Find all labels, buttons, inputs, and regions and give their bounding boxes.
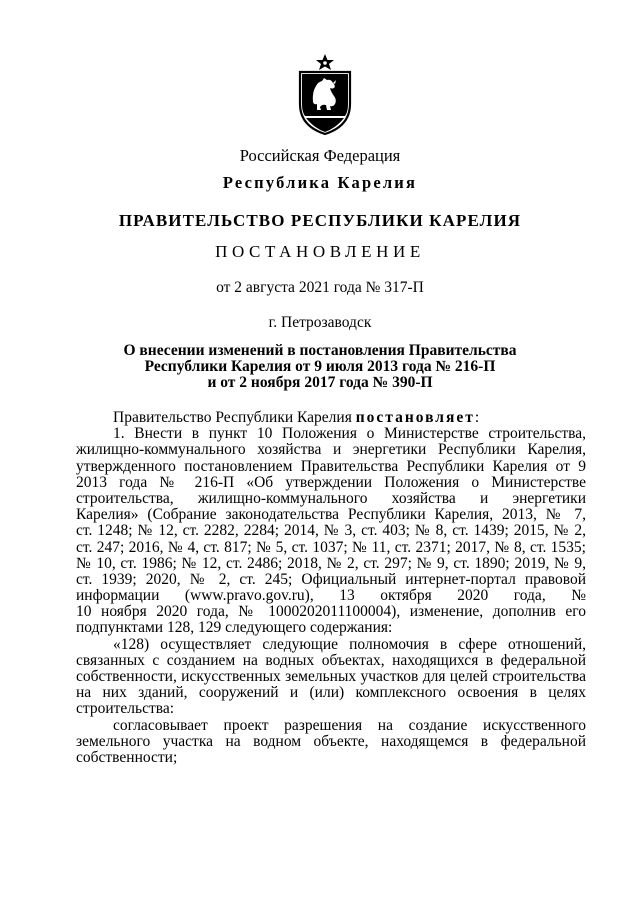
date-line: от 2 августа 2021 года № 317-П	[216, 279, 424, 296]
body-line: Карелия» (Собрание законодательства Республики Карелия, 2013, № 7,	[76, 507, 586, 524]
body-line: собственности;	[76, 748, 178, 766]
government-name: ПРАВИТЕЛЬСТВО РЕСПУБЛИКИ КАРЕЛИЯ	[118, 211, 522, 230]
title-line: и от 2 ноября 2017 года № 390-П	[207, 374, 433, 391]
intro-suffix: :	[474, 409, 480, 426]
document-title	[0, 343, 640, 391]
body-line: ст. 1939; 2020, № 2, ст. 245; Официальный интернет-портал правовой	[76, 571, 586, 588]
intro-line	[76, 410, 586, 426]
body-line: утвержденного постановлением Правительства Республики Карелия от 9	[76, 458, 586, 475]
body-line: ст. 1248; № 12, ст. 2282, 2284; 2014, № 3, ст. 403; № 8, ст. 1439; 2015, № 2,	[76, 523, 586, 540]
body-line: 1. Внести в пункт 10 Положения о Министерстве строительства,	[113, 426, 586, 443]
republic-name: Республика Карелия	[222, 173, 418, 192]
body-line: строительства:	[76, 700, 175, 718]
body-line: жилищно-коммунального хозяйства и энергетики Республики Карелия,	[76, 442, 586, 459]
body-line: на них зданий, сооружений и (или) комплексного освоения в целях	[76, 685, 586, 702]
document-type: ПОСТАНОВЛЕНИЕ	[215, 242, 425, 261]
intro-verb: постановляет	[355, 409, 475, 426]
country-name: Российская Федерация	[239, 146, 401, 165]
body-line: связанных с созданием на водных объектах, находящихся в федеральной	[76, 652, 586, 669]
body-line: строительства, жилищно-коммунального хозяйства и энергетики	[76, 490, 586, 507]
body-line: собственности, искусственных земельных участков для целей строительства	[76, 669, 586, 685]
body-line: 10 ноября 2020 года, № 1000202011100004), изменение, дополнив его	[76, 604, 586, 621]
body-line: информации (www.pravo.gov.ru), 13 октября 2020 года, №	[76, 588, 586, 605]
city: г. Петрозаводск	[268, 314, 372, 331]
body-line: земельного участка на водном объекте, находящемся в федеральной	[76, 733, 586, 750]
intro-prefix: Правительство Республики Карелия	[113, 409, 356, 426]
body-line: 2013 года № 216-П «Об утверждении Положения о Министерстве	[76, 474, 586, 491]
title-line: О внесении изменений в постановления Правительства	[123, 342, 517, 359]
body-line: «128) осуществляет следующие полномочия в сфере отношений,	[113, 636, 586, 653]
body-line: ст. 247; 2016, № 4, ст. 817; № 5, ст. 1037; № 11, ст. 2371; 2017, № 8, ст. 1535;	[76, 539, 586, 556]
document-body	[76, 410, 586, 766]
karelia-coat-of-arms-icon	[296, 52, 354, 136]
body-line: № 10, ст. 1986; № 12, ст. 2486; 2018, № 2, ст. 297; № 9, ст. 1890; 2019, № 9,	[76, 555, 586, 572]
body-line: подпунктами 128, 129 следующего содержания:	[76, 619, 393, 637]
body-line: согласовывает проект разрешения на создание искусственного	[113, 717, 586, 734]
title-line: Республики Карелия от 9 июля 2013 года № 216-П	[144, 358, 496, 375]
